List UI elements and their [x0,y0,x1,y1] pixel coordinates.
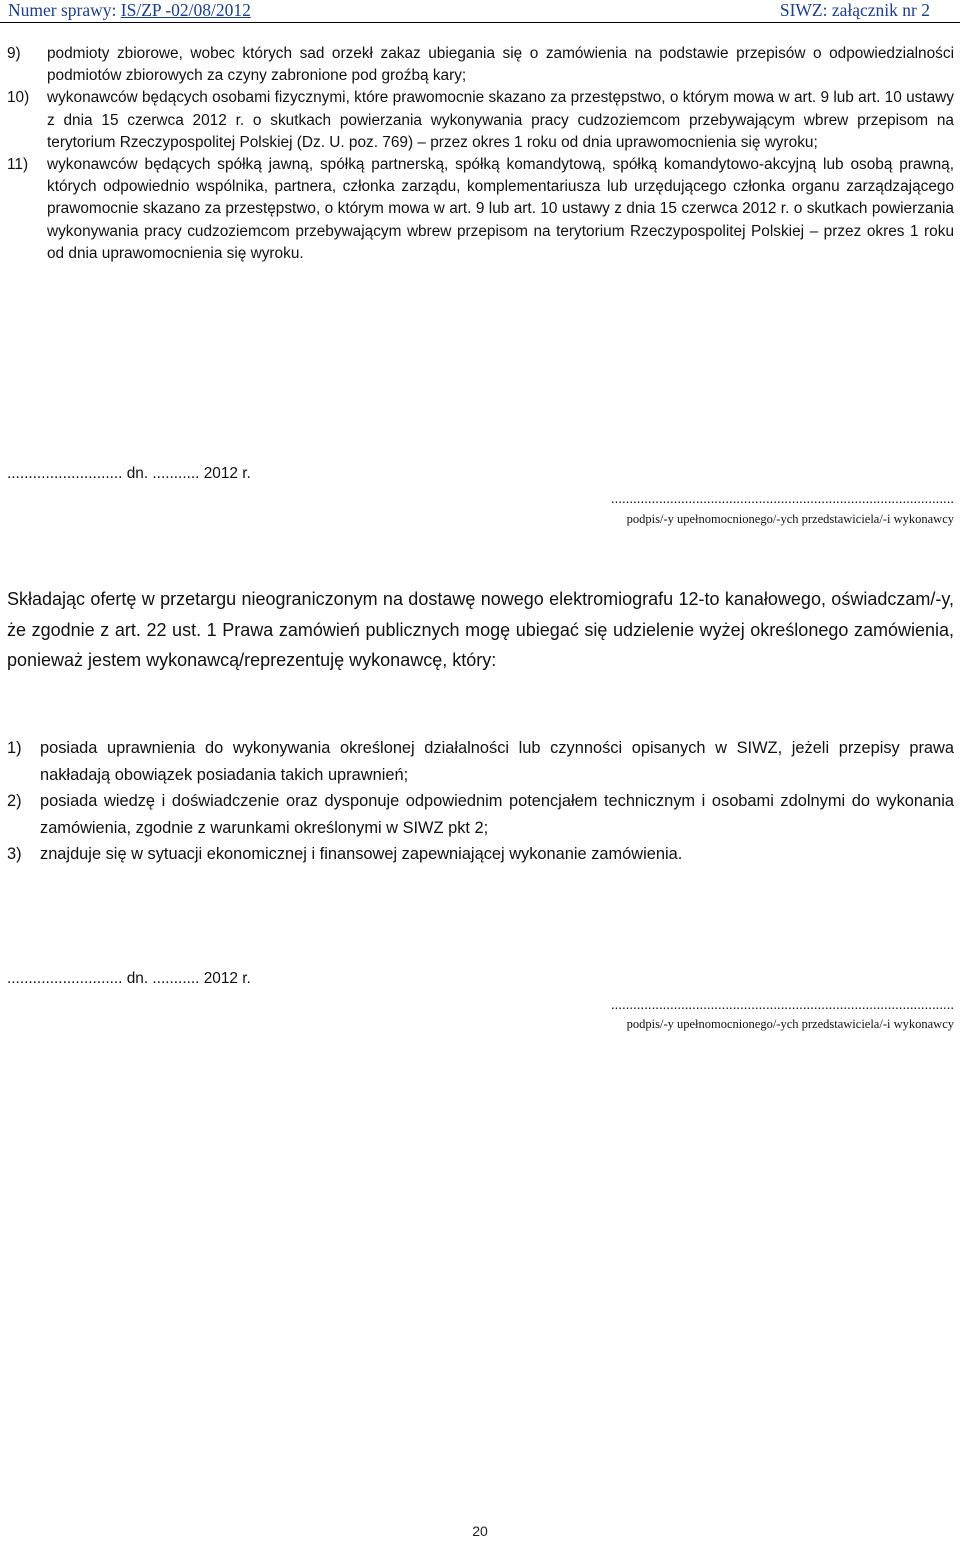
item-text: wykonawców będących spółką jawną, spółką partnerską, spółką komandytową, spółką komandytowo-akcyjną lub osobą prawną, których odpowiednio wspólnika, partnera, członka zarządu, komplementariusza lub urzędującego członka organu zarządzającego prawomocnie skazano za przestępstwo, o którym mowa w art. 9 lub art. 10 ustawy z dnia 15 czerwca 2012 r. o skutkach powierzania wykonywania pracy cudzoziemcom przebywającym wbrew przepisom na terytorium Rzeczypospolitej Polskiej – przez okres 1 roku od dnia uprawomocnienia się wyroku. [47,156,954,262]
item-text: wykonawców będących osobami fizycznymi, które prawomocnie skazano za przestępstwo, o którym mowa w art. 9 lub art. 10 ustawy z dnia 15 czerwca 2012 r. o skutkach powierzania wykonywania pracy cudzoziemcom przebywającym wbrew przepisom na terytorium Rzeczypospolitej Polskiej (Dz. U. poz. 769) – przez okres 1 roku od dnia uprawomocnienia się wyroku; [47,89,954,151]
page-number: 20 [472,1523,488,1539]
item-text: znajduje się w sytuacji ekonomicznej i finansowej zapewniającej wykonanie zamówienia. [40,845,683,863]
signature-line: ............................................................................................. [610,490,954,506]
item-text: posiada wiedzę i doświadczenie oraz dysponuje odpowiednim potencjałem technicznym i osobami zdolnymi do wykonania zamówienia, zgodnie z warunkami określonymi w SIWZ pkt 2; [40,792,954,837]
signature-date-line: ........................... dn. ........... 2012 r. [7,465,251,482]
case-prefix: Numer sprawy: [8,0,121,20]
exclusion-list [7,43,954,265]
list-item [7,735,954,788]
signature-line: ............................................................................................. [610,996,954,1012]
item-number: 1) [7,739,22,757]
item-number: 3) [7,845,22,863]
item-number: 2) [7,792,22,810]
conditions-list [7,735,954,868]
attachment-label: SIWZ: załącznik nr 2 [779,0,930,20]
case-number: IS/ZP -02/08/2012 [120,0,251,20]
signature-caption: podpis/-y upełnomocnionego/-ych przedstawiciela/-i wykonawcy [626,512,954,526]
list-item [7,43,954,87]
item-text: podmioty zbiorowe, wobec których sad orzekł zakaz ubiegania się o zamówienia na podstawie przepisów o odpowiedzialności podmiotów zbiorowych za czyny zabronione pod groźbą kary; [47,45,954,85]
page-header [0,0,960,23]
list-item [7,788,954,841]
list-item [7,841,954,868]
item-number: 11) [7,156,29,174]
list-item [7,87,954,154]
item-text: posiada uprawnienia do wykonywania określonej działalności lub czynności opisanych w SIWZ, jeżeli przepisy prawa nakładają obowiązek posiadania takich uprawnień; [40,739,954,784]
declaration-paragraph: Składając ofertę w przetargu nieograniczonym na dostawę nowego elektromiografu 12-to kanałowego, oświadczam/-y, że zgodnie z art. 22 ust. 1 Prawa zamówień publicznych mogę ubiegać się udzielenie wyżej określonego zamówienia, ponieważ jestem wykonawcą/reprezentuję wykonawcę, który: [7,589,954,670]
item-number: 10) [7,89,30,107]
list-item [7,154,954,265]
signature-caption: podpis/-y upełnomocnionego/-ych przedstawiciela/-i wykonawcy [626,1017,954,1031]
signature-date-line: ........................... dn. ........... 2012 r. [7,970,251,987]
item-number: 9) [7,45,21,62]
case-number-label [8,0,251,21]
